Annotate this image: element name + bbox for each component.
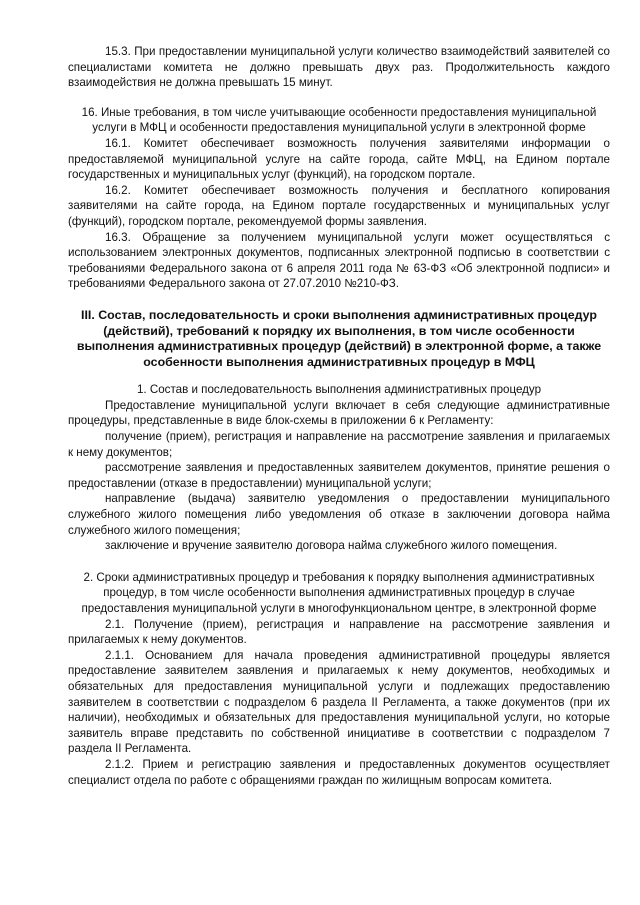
heading-2: 2. Сроки административных процедур и требования к порядку выполнения административных процедур, в том числе особенности выполнения административных процедур в случае предоставления муниципальной услуги в многофункциональном центре, в электронной форме xyxy=(81,570,597,615)
heading-16: 16. Иные требования, в том числе учитывающие особенности предоставления муниципальной услуги в МФЦ и особенности предоставления муниципальной услуги в электронной форме xyxy=(81,105,597,135)
paragraph-16-3: 16.3. Обращение за получением муниципальной услуги может осуществляться с использованием электронных документов, подписанных электронной подписью в соответствии с требованиями Федерального закона от 6 апреля 2011 года № 63-ФЗ «Об электронной подписи» и требованиями Федерального закона от 27.07.2010 №210-ФЗ. xyxy=(68,230,610,291)
heading-1: 1. Состав и последовательность выполнения административных процедур xyxy=(136,383,542,397)
paragraph-2-1-1: 2.1.1. Основанием для начала проведения административной процедуры является предоставление заявителем заявления и прилагаемых к нему документов, необходимых и обязательных для предоставления муниципальной услуги и подлежащих предоставлению заявителем в соответствии с подразделом 6 раздела II Регламента, а также документов (при их наличии), необходимых и обязательных для предоставления муниципальной услуги, но которые заявитель вправе представить по собственной инициативе в соответствии с подразделом 7 раздела II Регламента. xyxy=(68,648,610,756)
paragraph-2-1-2: 2.1.2. Прием и регистрацию заявления и предоставленных документов осуществляет специалист отдела по работе с обращениями граждан по жилищным вопросам комитета. xyxy=(68,757,610,787)
paragraph-1-item-a: получение (прием), регистрация и направление на рассмотрение заявления и прилагаемых к нему документов; xyxy=(68,430,610,459)
paragraph-16-1: 16.1. Комитет обеспечивает возможность получения заявителями информации о предоставляемой муниципальной услуге на сайте города, сайте МФЦ, на Едином портале государственных и муниципальных услуг (функций), на городском портале. xyxy=(68,136,610,182)
paragraph-16-2: 16.2. Комитет обеспечивает возможность получения и бесплатного копирования заявителями на сайте города, на Едином портале государственных и муниципальных услуг (функций), городском портале, рекомендуемой формы заявления. xyxy=(68,183,610,228)
paragraph-2-1: 2.1. Получение (прием), регистрация и направление на рассмотрение заявления и прилагаемых к нему документов. xyxy=(68,617,610,647)
paragraph-1-item-b: рассмотрение заявления и предоставленных заявителем документов, принятие решения о предоставлении (отказе в предоставлении) муниципальной услуги; xyxy=(68,461,610,490)
paragraph-1-item-c: направление (выдача) заявителю уведомления о предоставлении муниципального служебного жилого помещения либо уведомления об отказе в заключении договора найма служебного жилого помещения; xyxy=(68,492,610,537)
paragraph-15-3: 15.3. При предоставлении муниципальной услуги количество взаимодействий заявителей со специалистами комитета не должно превышать двух раз. Продолжительность каждого взаимодействия не должна превышать 15 минут. xyxy=(68,45,610,90)
paragraph-1-intro: Предоставление муниципальной услуги включает в себя следующие административные процедуры, представленные в виде блок-схемы в приложении 6 к Регламенту: xyxy=(68,398,610,428)
paragraph-1-item-d: заключение и вручение заявителю договора найма служебного жилого помещения. xyxy=(105,539,558,553)
section-III-heading: III. Состав, последовательность и сроки выполнения административных процедур (действий), требований к порядку их выполнения, в том числе особенности выполнения административных процедур (действий) в электронной форме, а также особенности выполнения административных процедур в МФЦ xyxy=(76,307,602,369)
document-body xyxy=(68,44,610,788)
